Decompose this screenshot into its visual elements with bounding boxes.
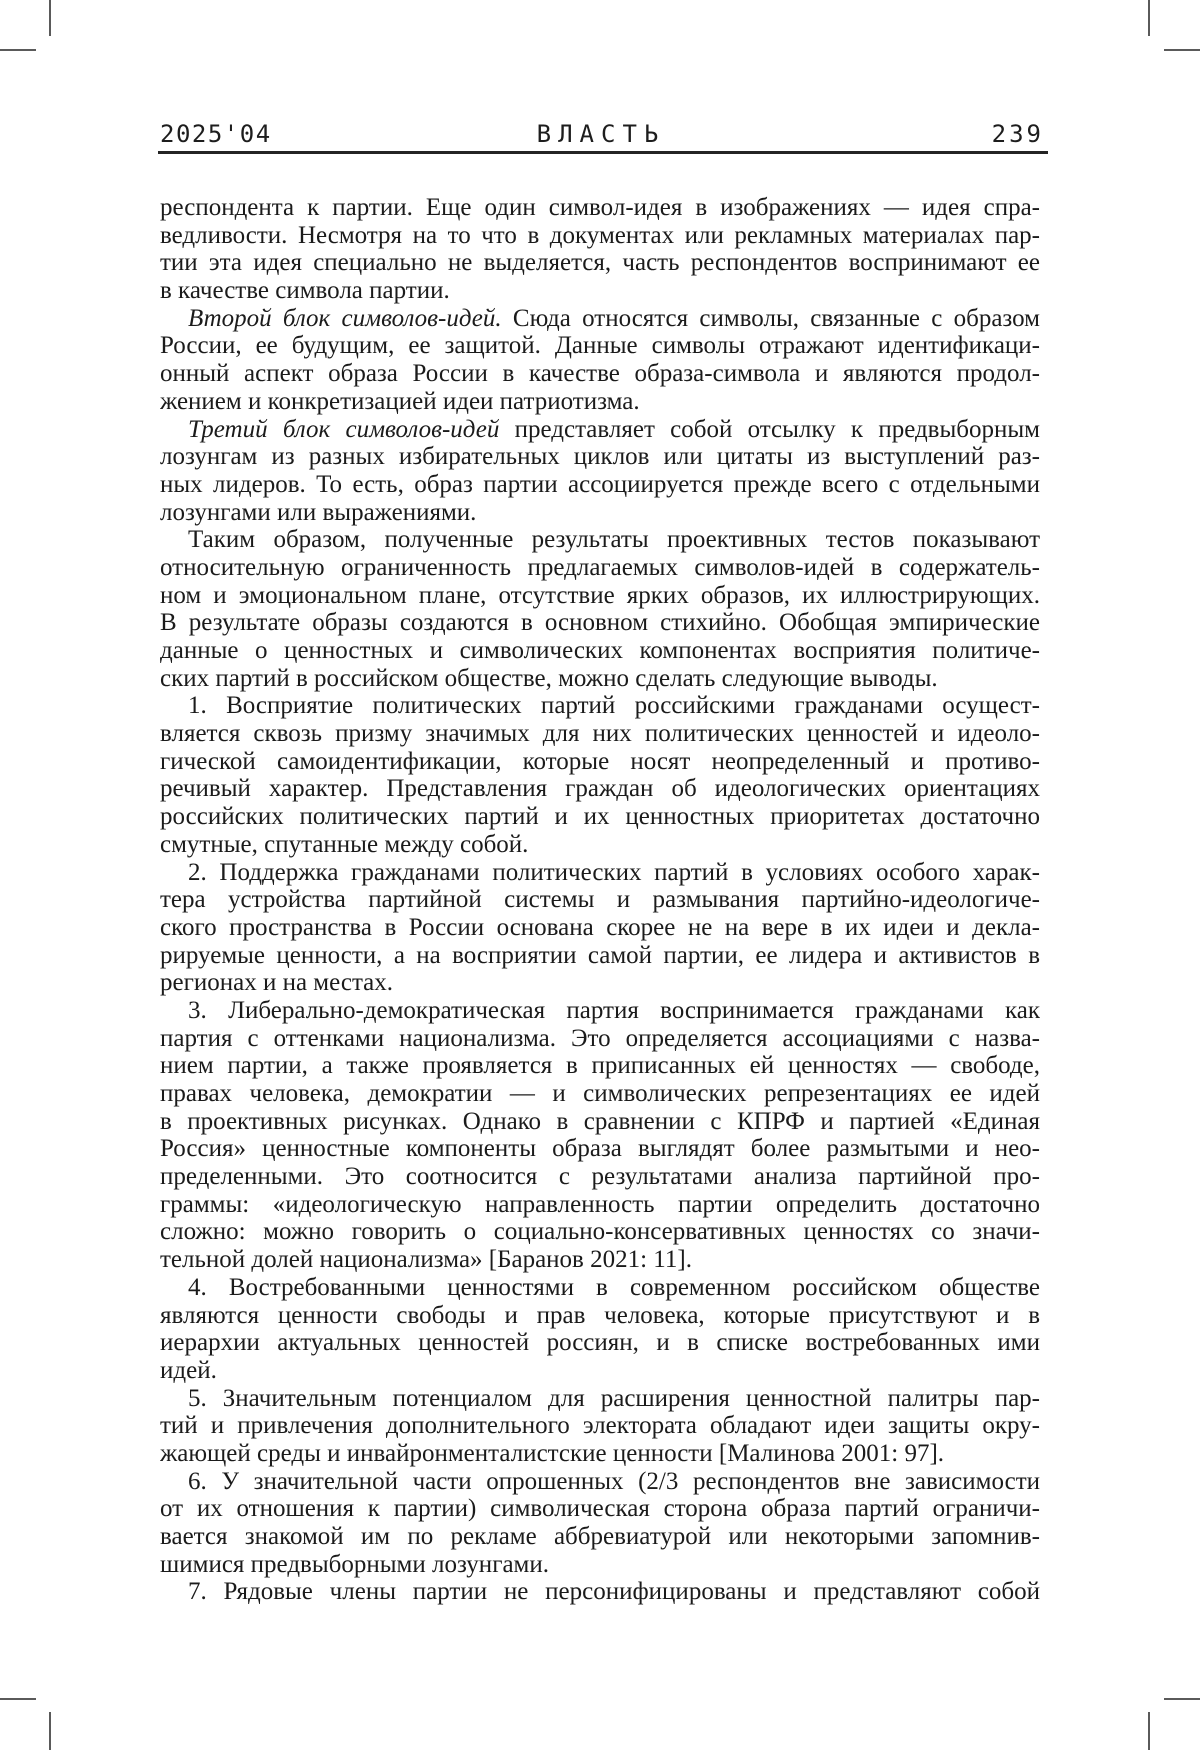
text-line (160, 1302, 1040, 1330)
paragraph (160, 305, 1040, 416)
text-segment: вается знакомой им по рекламе аббревиатурой или некоторыми запомнив- (160, 1523, 1040, 1550)
text-segment: ведливости. Несмотря на то что в документах или рекламных материалах пар- (160, 221, 1040, 249)
text-line (160, 637, 1040, 665)
text-segment: онный аспект образа России в качестве образа-символа и являются продол- (160, 360, 1040, 388)
text-segment: лозунгам из разных избирательных циклов или цитаты из выступлений раз- (160, 443, 1040, 471)
page-number: 239 (991, 120, 1044, 148)
text-line (160, 526, 1040, 554)
crop-mark-bottom-left-vertical (49, 1712, 51, 1750)
text-segment: российских политических партий и их ценностных приоритетах достаточно (160, 803, 1040, 831)
text-segment: 6. У значительной части опрошенных (2/3 респондентов вне зависимости (188, 1467, 1040, 1495)
text-segment: иерархии актуальных ценностей россиян, и в списке востребованных ими (160, 1329, 1040, 1357)
text-segment: России, ее будущим, ее защитой. Данные символы отражают идентификаци- (160, 332, 1040, 360)
text-segment: лозунгами или выражениями. (160, 498, 477, 526)
text-line (160, 1052, 1040, 1080)
text-line (160, 1440, 1040, 1468)
text-segment: идей. (160, 1356, 217, 1384)
text-segment: граммы: «идеологическую направленность партии определить достаточно (160, 1190, 1040, 1218)
text-line (160, 831, 1040, 859)
text-segment: жением и конкретизацией идеи патриотизма. (160, 387, 640, 415)
page-header (158, 120, 1044, 150)
issue-label: 2025'04 (160, 120, 272, 148)
paragraph (160, 859, 1040, 997)
text-segment: ских партий в российском обществе, можно сделать следующие выводы. (160, 664, 938, 692)
text-line (160, 1135, 1040, 1163)
text-line (160, 1025, 1040, 1053)
text-segment: 2. Поддержка гражданами политических партий в условиях особого харак- (188, 858, 1040, 886)
paragraph (160, 1274, 1040, 1385)
text-segment: речивый характер. Представления граждан об идеологических ориентациях (160, 775, 1040, 803)
crop-mark-bottom-right-horizontal (1164, 1698, 1200, 1700)
paragraph (160, 526, 1040, 692)
text-line (160, 416, 1040, 444)
text-segment: нием партии, а также проявляется в приписанных ей ценностях — свободе, (160, 1052, 1040, 1080)
text-segment: Сюда относятся символы, связанные с образом (501, 304, 1040, 332)
text-line (160, 1163, 1040, 1191)
text-segment: партия с оттенками национализма. Это определяется ассоциациями с назва- (160, 1024, 1040, 1052)
text-segment: 7. Рядовые члены партии не персонифицированы и представляют собой (188, 1578, 1040, 1606)
text-segment: тий и привлечения дополнительного электората обладают идеи защиты окру- (160, 1412, 1040, 1440)
text-line (160, 914, 1040, 942)
text-segment: тера устройства партийной системы и размывания партийно-идеологиче- (160, 886, 1040, 914)
article-body (160, 194, 1040, 1606)
text-line (160, 886, 1040, 914)
text-line (160, 1246, 1040, 1274)
text-line (160, 1108, 1040, 1136)
text-line (160, 997, 1040, 1025)
text-segment: в проективных рисунках. Однако в сравнении с КПРФ и партией «Единая (160, 1107, 1040, 1135)
text-line (160, 1578, 1040, 1606)
text-line (160, 360, 1040, 388)
text-segment: рируемые ценности, а на восприятии самой партии, ее лидера и активистов в (160, 941, 1040, 969)
text-segment: 5. Значительным потенциалом для расширения ценностной палитры пар- (188, 1384, 1040, 1412)
text-segment: Россия» ценностные компоненты образа выглядят более размытыми и нео- (160, 1135, 1040, 1163)
text-line (160, 305, 1040, 333)
text-line (160, 775, 1040, 803)
text-line (160, 720, 1040, 748)
paragraph (160, 1385, 1040, 1468)
text-segment: пределенными. Это соотносится с результатами анализа партийной про- (160, 1163, 1040, 1191)
text-line (160, 692, 1040, 720)
text-segment: 1. Восприятие политических партий российскими гражданами осущест- (188, 692, 1040, 720)
text-line (160, 609, 1040, 637)
text-segment: 3. Либерально-демократическая партия воспринимается гражданами как (188, 996, 1040, 1024)
crop-mark-top-right-vertical (1148, 0, 1150, 36)
text-line (160, 1329, 1040, 1357)
paragraph (160, 692, 1040, 858)
text-segment: ского пространства в России основана скорее не на вере в их идеи и декла- (160, 913, 1040, 941)
text-line (160, 1551, 1040, 1579)
text-line (160, 1274, 1040, 1302)
text-segment: жающей среды и инвайронменталистские ценности [Малинова 2001: 97]. (160, 1439, 945, 1467)
text-segment: регионах и на местах. (160, 969, 394, 997)
text-segment: респондента к партии. Еще один символ-идея в изображениях — идея спра- (160, 194, 1040, 221)
italic-text-segment: Третий блок символов-идей (188, 415, 500, 443)
text-line (160, 554, 1040, 582)
text-line (160, 859, 1040, 887)
text-segment: сложно: можно говорить о социально-консервативных ценностях со значи- (160, 1218, 1040, 1246)
text-segment: представляет собой отсылку к предвыборным (499, 415, 1040, 443)
text-segment: в качестве символа партии. (160, 277, 450, 305)
text-line (160, 1218, 1040, 1246)
text-line (160, 388, 1040, 416)
text-line (160, 471, 1040, 499)
text-line (160, 499, 1040, 527)
text-segment: данные о ценностных и символических компонентах восприятия политиче- (160, 637, 1040, 664)
text-segment: тии эта идея специально не выделяется, часть респондентов воспринимают ее (160, 249, 1040, 277)
text-segment: правах человека, демократии — и символических репрезентациях ее идей (160, 1080, 1040, 1107)
paragraph (160, 194, 1040, 305)
text-segment: тельной долей национализма» [Баранов 2021: 11]. (160, 1246, 692, 1274)
text-line (160, 1080, 1040, 1108)
text-segment: гической самоидентификации, которые носят неопределенный и противо- (160, 747, 1040, 775)
text-line (160, 582, 1040, 610)
text-segment: являются ценности свободы и прав человека, которые присутствуют и в (160, 1301, 1040, 1329)
text-line (160, 1468, 1040, 1496)
text-segment: Таким образом, полученные результаты проективных тестов показывают (188, 526, 1040, 554)
text-line (160, 1523, 1040, 1551)
crop-mark-top-right-horizontal (1164, 49, 1200, 51)
text-line (160, 803, 1040, 831)
text-segment: вляется сквозь призму значимых для них политических ценностей и идеоло- (160, 720, 1040, 748)
text-line (160, 665, 1040, 693)
paragraph (160, 1468, 1040, 1579)
text-line (160, 1412, 1040, 1440)
text-line (160, 443, 1040, 471)
text-line (160, 194, 1040, 222)
text-segment: смутные, спутанные между собой. (160, 830, 529, 858)
header-rule (158, 151, 1048, 154)
paragraph (160, 1578, 1040, 1606)
text-line (160, 1385, 1040, 1413)
journal-title: ВЛАСТЬ (536, 120, 666, 148)
text-line (160, 277, 1040, 305)
crop-mark-top-left-vertical (49, 0, 51, 36)
text-line (160, 249, 1040, 277)
text-segment: В результате образы создаются в основном стихийно. Обобщая эмпирические (160, 609, 1040, 637)
text-segment: 4. Востребованными ценностями в современном российском обществе (188, 1273, 1040, 1301)
text-line (160, 748, 1040, 776)
text-line (160, 222, 1040, 250)
text-segment: шимися предвыборными лозунгами. (160, 1550, 549, 1578)
text-line (160, 1495, 1040, 1523)
text-segment: ных лидеров. То есть, образ партии ассоциируется прежде всего с отдельными (160, 470, 1040, 498)
crop-mark-bottom-left-horizontal (0, 1698, 36, 1700)
text-line (160, 942, 1040, 970)
text-segment: относительную ограниченность предлагаемых символов-идей в содержатель- (160, 553, 1040, 581)
crop-mark-bottom-right-vertical (1148, 1712, 1150, 1750)
paragraph (160, 416, 1040, 527)
text-segment: ном и эмоциональном плане, отсутствие ярких образов, их иллюстрирующих. (160, 581, 1040, 609)
text-segment: от их отношения к партии) символическая сторона образа партий ограничи- (160, 1495, 1040, 1523)
text-line (160, 1191, 1040, 1219)
text-line (160, 332, 1040, 360)
crop-mark-top-left-horizontal (0, 49, 36, 51)
text-line (160, 1357, 1040, 1385)
text-line (160, 969, 1040, 997)
paragraph (160, 997, 1040, 1274)
italic-text-segment: Второй блок символов-идей. (188, 304, 502, 332)
